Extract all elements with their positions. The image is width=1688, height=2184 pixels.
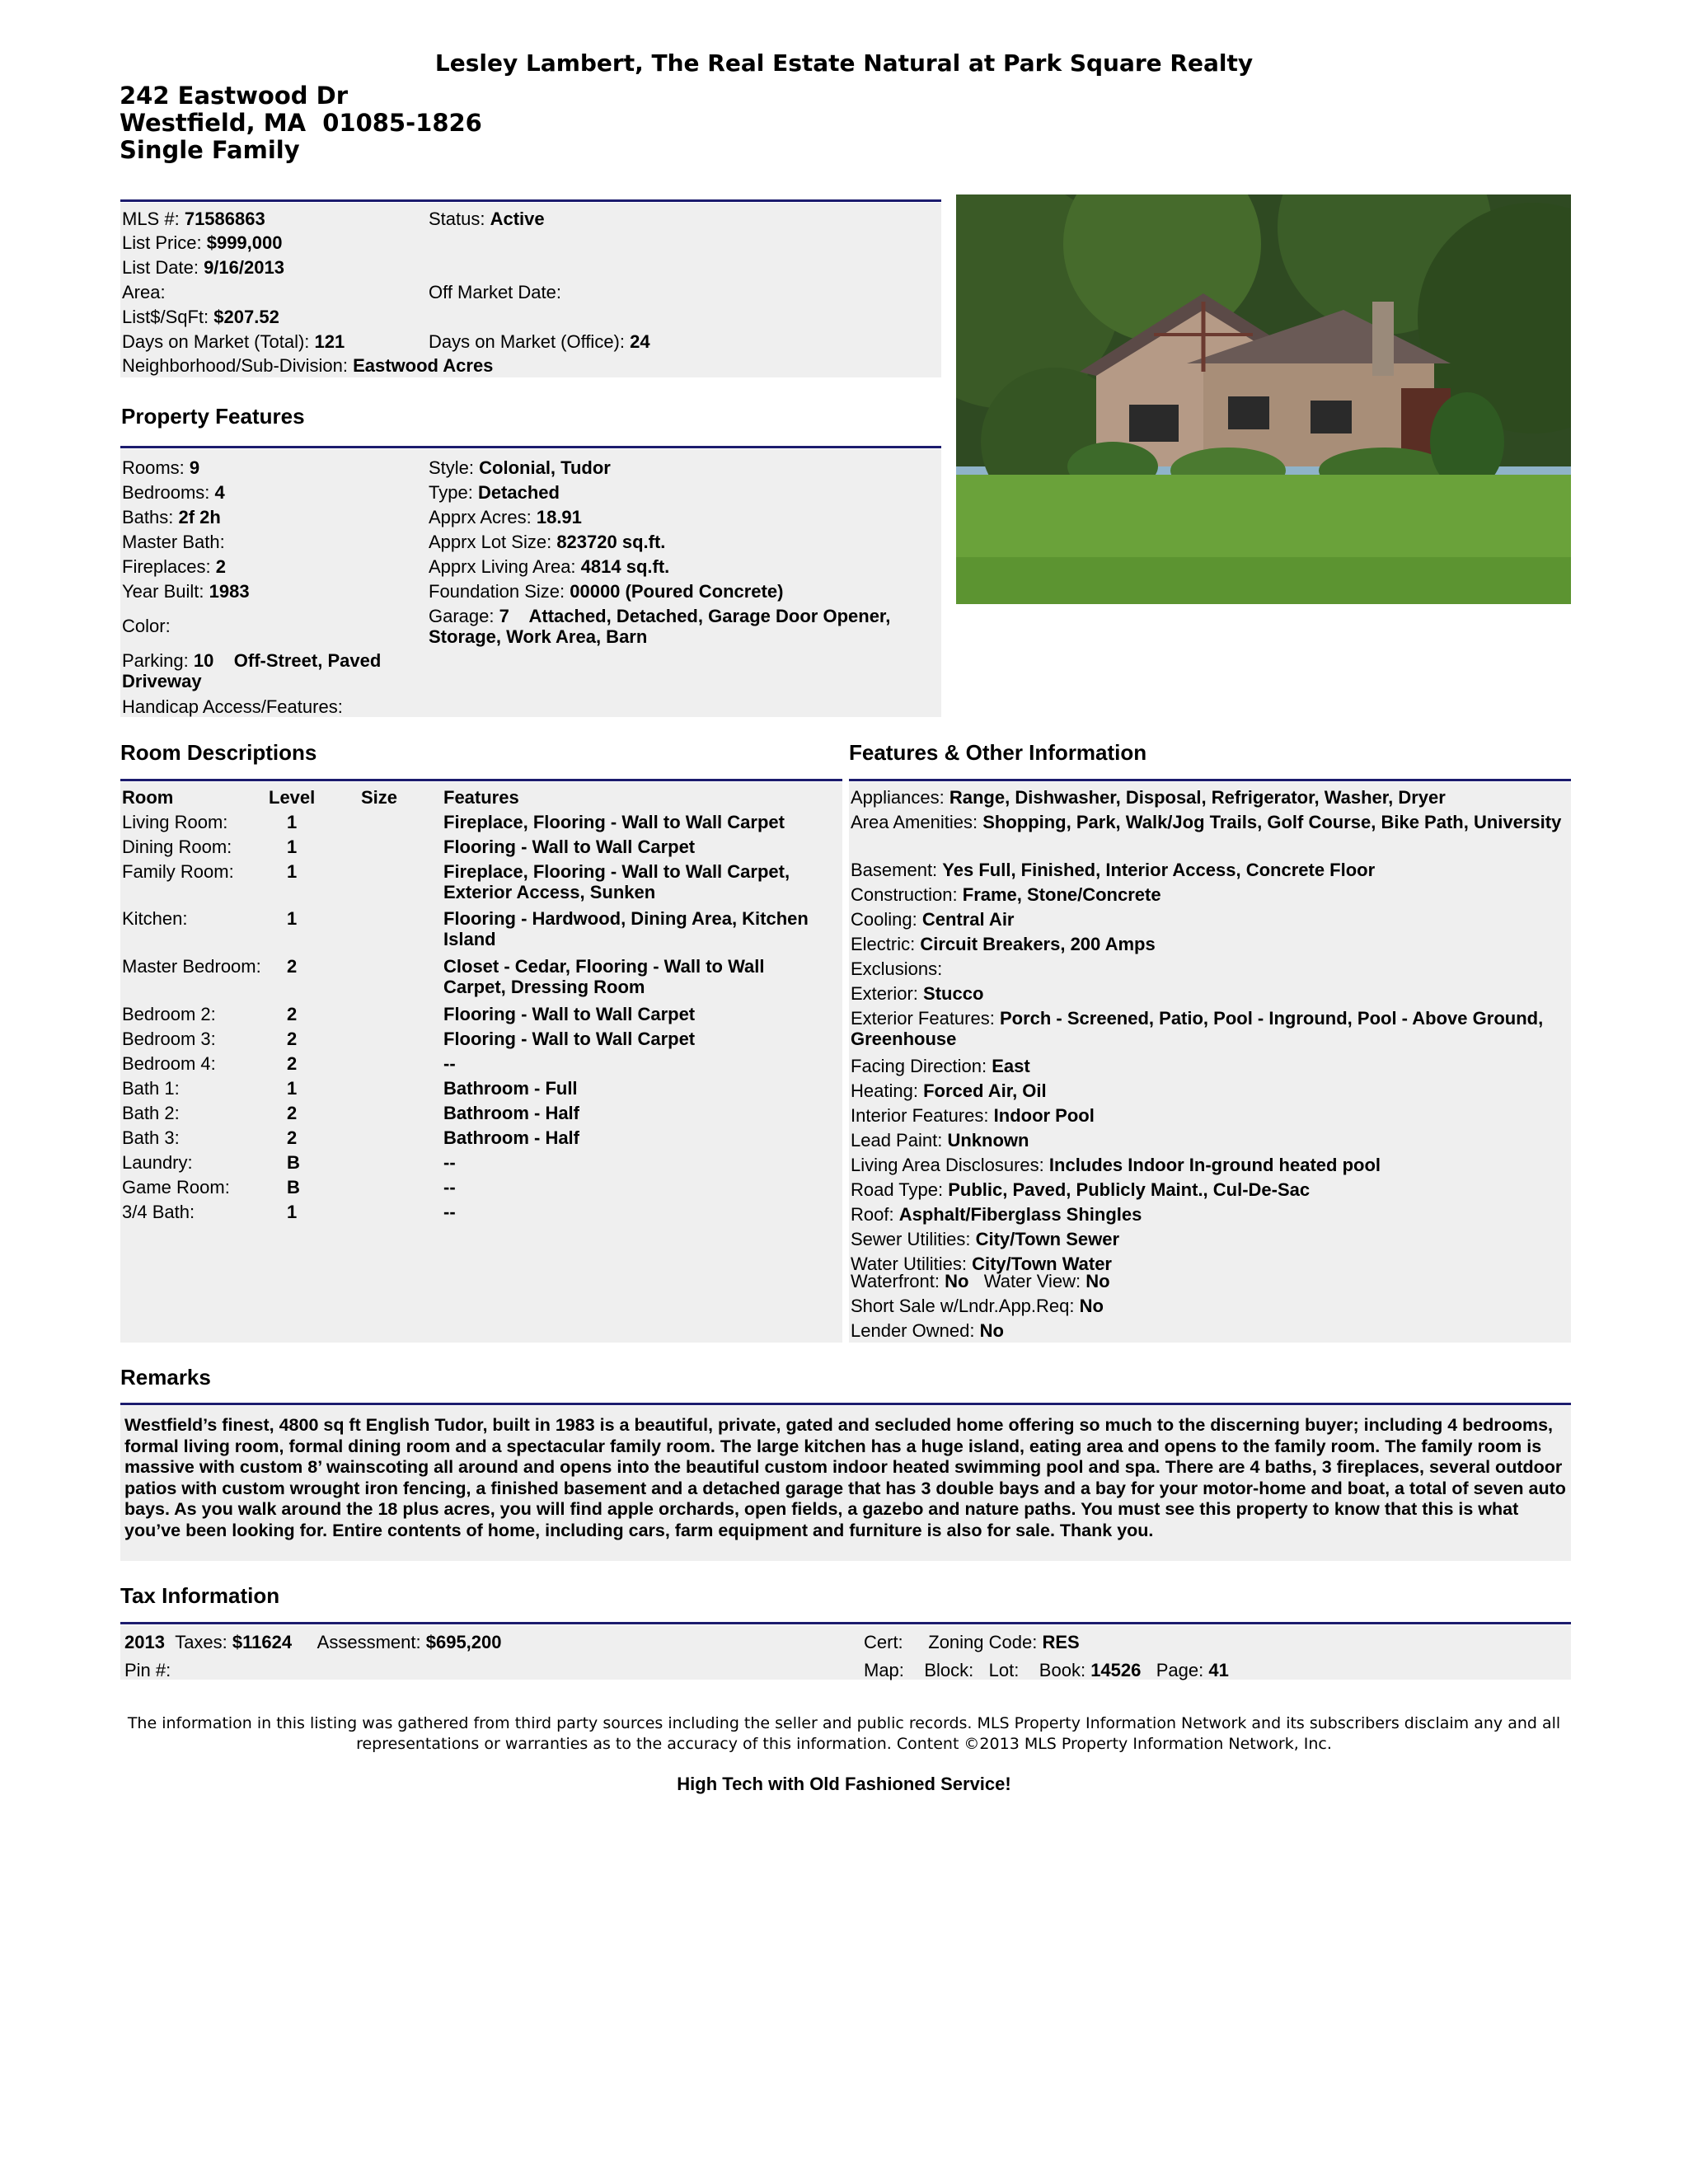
lender-owned: Lender Owned: No bbox=[851, 1320, 1004, 1341]
neighborhood: Neighborhood/Sub-Division: Eastwood Acres bbox=[122, 355, 494, 376]
feature-handicap: Handicap Access/Features: bbox=[122, 696, 343, 717]
other-info-item bbox=[851, 1229, 1568, 1249]
room-features: Fireplace, Flooring - Wall to Wall Carpet bbox=[443, 812, 785, 832]
room-header-size: Size bbox=[361, 787, 398, 808]
address-street: 242 Eastwood Dr bbox=[120, 82, 349, 110]
other-info-label: Exterior: bbox=[851, 983, 918, 1004]
other-info-item bbox=[851, 860, 1568, 880]
other-info-item bbox=[851, 1008, 1568, 1049]
room-name: Laundry: bbox=[122, 1152, 193, 1173]
room-header-features: Features bbox=[443, 787, 519, 808]
short-sale: Short Sale w/Lndr.App.Req: No bbox=[851, 1296, 1104, 1316]
other-info-value: Porch - Screened, Patio, Pool - Inground, Pool - Above Ground, Greenhouse bbox=[851, 1008, 1544, 1049]
other-info-item bbox=[851, 909, 1568, 930]
property-features-title: Property Features bbox=[121, 404, 305, 429]
address-city: Westfield, MA 01085-1826 bbox=[120, 109, 482, 137]
feature-type: Type: Detached bbox=[429, 482, 560, 503]
room-level: 1 bbox=[287, 837, 298, 857]
room-features: -- bbox=[443, 1152, 456, 1173]
tax-pin: Pin #: bbox=[124, 1660, 171, 1680]
room-features: Bathroom - Full bbox=[443, 1078, 578, 1099]
days-on-market-total: Days on Market (Total): 121 bbox=[122, 331, 345, 352]
feature-bedrooms: Bedrooms: 4 bbox=[122, 482, 225, 503]
other-info-value: Forced Air, Oil bbox=[923, 1080, 1047, 1101]
other-info-value: Range, Dishwasher, Disposal, Refrigerator, Washer, Dryer bbox=[949, 787, 1446, 808]
feature-color: Color: bbox=[122, 616, 171, 636]
other-info-value: Central Air bbox=[921, 909, 1015, 930]
feature-fireplaces: Fireplaces: 2 bbox=[122, 556, 226, 577]
room-name: Master Bedroom: bbox=[122, 956, 261, 977]
room-level: 1 bbox=[287, 812, 298, 832]
other-info-label: Living Area Disclosures: bbox=[851, 1155, 1044, 1175]
other-info-label: Roof: bbox=[851, 1204, 894, 1225]
other-info-label: Exterior Features: bbox=[851, 1008, 995, 1029]
other-info-rule bbox=[849, 779, 1571, 781]
room-name: 3/4 Bath: bbox=[122, 1202, 195, 1222]
room-features: -- bbox=[443, 1177, 456, 1197]
room-level: 1 bbox=[287, 1078, 298, 1099]
other-info-label: Cooling: bbox=[851, 909, 917, 930]
remarks-title: Remarks bbox=[120, 1365, 211, 1390]
remarks-rule bbox=[120, 1403, 1571, 1405]
house-illustration bbox=[956, 194, 1571, 604]
room-features: Flooring - Wall to Wall Carpet bbox=[443, 1029, 696, 1049]
feature-living-area: Apprx Living Area: 4814 sq.ft. bbox=[429, 556, 670, 577]
other-info-value: Unknown bbox=[947, 1130, 1029, 1151]
other-info-value: Stucco bbox=[923, 983, 984, 1004]
feature-master-bath: Master Bath: bbox=[122, 532, 225, 552]
list-price-per-sqft: List$/SqFt: $207.52 bbox=[122, 307, 279, 327]
agent-line: Lesley Lambert, The Real Estate Natural at Park Square Realty bbox=[434, 49, 1254, 77]
other-info-label: Lead Paint: bbox=[851, 1130, 943, 1151]
address-block bbox=[120, 82, 482, 164]
room-features: Fireplace, Flooring - Wall to Wall Carpet, Exterior Access, Sunken bbox=[443, 861, 790, 902]
tax-taxes-assessment: 2013 Taxes: $11624 Assessment: $695,200 bbox=[124, 1632, 502, 1652]
room-level: 2 bbox=[287, 1103, 298, 1123]
room-level: 2 bbox=[287, 1127, 298, 1148]
room-features: -- bbox=[443, 1053, 456, 1074]
room-name: Bath 2: bbox=[122, 1103, 180, 1123]
room-name: Bath 3: bbox=[122, 1127, 180, 1148]
other-info-value: Yes Full, Finished, Interior Access, Concrete Floor bbox=[942, 860, 1376, 880]
room-descriptions-rule bbox=[120, 779, 842, 781]
room-features: Bathroom - Half bbox=[443, 1103, 579, 1123]
other-info-item bbox=[851, 1130, 1568, 1151]
other-info-value: Frame, Stone/Concrete bbox=[962, 884, 1161, 905]
tagline: High Tech with Old Fashioned Service! bbox=[677, 1774, 1011, 1794]
tax-information-title: Tax Information bbox=[120, 1583, 280, 1608]
room-name: Family Room: bbox=[122, 861, 234, 882]
room-level: 2 bbox=[287, 1029, 298, 1049]
list-date: List Date: 9/16/2013 bbox=[122, 257, 284, 278]
off-market-date: Off Market Date: bbox=[429, 282, 561, 302]
room-name: Bedroom 4: bbox=[122, 1053, 216, 1074]
other-info-value: City/Town Water bbox=[972, 1254, 1112, 1274]
other-info-item bbox=[851, 1056, 1568, 1076]
other-info-label: Construction: bbox=[851, 884, 958, 905]
other-info-item bbox=[851, 1155, 1568, 1175]
room-name: Kitchen: bbox=[122, 908, 188, 929]
other-info-label: Exclusions: bbox=[851, 958, 943, 979]
feature-garage: Garage: 7 Attached, Detached, Garage Door Opener, Storage, Work Area, Barn bbox=[429, 606, 896, 647]
other-info-label: Heating: bbox=[851, 1080, 918, 1101]
room-features: Flooring - Wall to Wall Carpet bbox=[443, 837, 696, 857]
status: Status: Active bbox=[429, 209, 545, 229]
other-info-item bbox=[851, 1179, 1568, 1200]
other-info-item bbox=[851, 934, 1568, 954]
other-info-title: Features & Other Information bbox=[849, 740, 1147, 765]
other-info-label: Road Type: bbox=[851, 1179, 944, 1200]
other-info-value: Asphalt/Fiberglass Shingles bbox=[898, 1204, 1142, 1225]
other-info-label: Appliances: bbox=[851, 787, 945, 808]
property-type: Single Family bbox=[120, 136, 300, 164]
other-info-value: Circuit Breakers, 200 Amps bbox=[920, 934, 1156, 954]
mls-number: MLS #: 71586863 bbox=[122, 209, 265, 229]
other-info-value: Indoor Pool bbox=[993, 1105, 1095, 1126]
other-info-item bbox=[851, 884, 1568, 905]
tax-cert-zoning: Cert: Zoning Code: RES bbox=[864, 1632, 1080, 1652]
room-level: B bbox=[287, 1177, 300, 1197]
disclaimer: The information in this listing was gathered from third party sources including the seller and public records. MLS Property Information Network and its subscribers disclaim any and all representations or warranties as to the accuracy of this information. Content ©2013 MLS Property Information Network, Inc. bbox=[127, 1714, 1561, 1753]
room-name: Dining Room: bbox=[122, 837, 232, 857]
feature-rooms: Rooms: 9 bbox=[122, 457, 200, 478]
other-info-label: Facing Direction: bbox=[851, 1056, 987, 1076]
days-on-market-office: Days on Market (Office): 24 bbox=[429, 331, 650, 352]
room-features: Closet - Cedar, Flooring - Wall to Wall Carpet, Dressing Room bbox=[443, 956, 765, 997]
other-info-label: Sewer Utilities: bbox=[851, 1229, 971, 1249]
feature-acres: Apprx Acres: 18.91 bbox=[429, 507, 582, 527]
list-price: List Price: $999,000 bbox=[122, 232, 283, 253]
area: Area: bbox=[122, 282, 166, 302]
room-name: Bedroom 2: bbox=[122, 1004, 216, 1024]
other-info-label: Area Amenities: bbox=[851, 812, 978, 832]
property-photo bbox=[956, 194, 1571, 604]
other-info-value: City/Town Sewer bbox=[975, 1229, 1120, 1249]
feature-foundation: Foundation Size: 00000 (Poured Concrete) bbox=[429, 581, 784, 602]
property-features-rule bbox=[120, 446, 941, 448]
room-header-room: Room bbox=[122, 787, 174, 808]
waterfront-water-view: Waterfront: No Water View: No bbox=[851, 1271, 1110, 1291]
room-features: Flooring - Hardwood, Dining Area, Kitchen Island bbox=[443, 908, 809, 949]
other-info-value: Includes Indoor In-ground heated pool bbox=[1048, 1155, 1381, 1175]
room-name: Game Room: bbox=[122, 1177, 230, 1197]
feature-year-built: Year Built: 1983 bbox=[122, 581, 250, 602]
other-info-label: Basement: bbox=[851, 860, 938, 880]
room-name: Bath 1: bbox=[122, 1078, 180, 1099]
room-descriptions-title: Room Descriptions bbox=[120, 740, 317, 765]
feature-style: Style: Colonial, Tudor bbox=[429, 457, 611, 478]
feature-lot-size: Apprx Lot Size: 823720 sq.ft. bbox=[429, 532, 666, 552]
feature-parking: Parking: 10 Off-Street, Paved Driveway bbox=[122, 650, 387, 691]
room-level: 1 bbox=[287, 861, 298, 882]
room-name: Bedroom 3: bbox=[122, 1029, 216, 1049]
room-level: B bbox=[287, 1152, 300, 1173]
other-info-item bbox=[851, 1204, 1568, 1225]
other-info-value: East bbox=[992, 1056, 1030, 1076]
other-info-item bbox=[851, 812, 1568, 832]
other-info-item bbox=[851, 1080, 1568, 1101]
tax-information-rule bbox=[120, 1622, 1571, 1624]
room-name: Living Room: bbox=[122, 812, 228, 832]
other-info-item bbox=[851, 958, 1568, 979]
room-level: 1 bbox=[287, 908, 298, 929]
room-level: 1 bbox=[287, 1202, 298, 1222]
remarks-text: Westfield’s finest, 4800 sq ft English Tudor, built in 1983 is a beautiful, private, gated and secluded home offering so much to the discerning buyer; including 4 bedrooms, formal living room, formal dining room and a spectacular family room. The large kitchen has a huge island, eating area and opens to the family room. The family room is massive with custom 8’ wainscoting all around and opens into the beautiful custom indoor heated swimming pool and spa. There are 4 baths, 3 fireplaces, several outdoor patios with custom wrought iron fencing, a finished basement and a detached garage that has 3 double bays and a bay for your motor-home and boat, a total of seven auto bays. As you walk around the 18 plus acres, you will find apple orchards, open fields, a gazebo and nature paths. You must see this property to know that this is what you’ve been looking for. Entire contents of home, including cars, farm equipment and furniture is also for sale. Thank you. bbox=[124, 1415, 1566, 1540]
room-level: 2 bbox=[287, 956, 298, 977]
other-info-label: Interior Features: bbox=[851, 1105, 989, 1126]
room-features: Bathroom - Half bbox=[443, 1127, 579, 1148]
room-features: -- bbox=[443, 1202, 456, 1222]
listing-rule bbox=[120, 199, 941, 202]
other-info-item bbox=[851, 1105, 1568, 1126]
other-info-value: Public, Paved, Publicly Maint., Cul-De-Sac bbox=[948, 1179, 1311, 1200]
feature-baths: Baths: 2f 2h bbox=[122, 507, 221, 527]
other-info-label: Electric: bbox=[851, 934, 916, 954]
other-info-value: Shopping, Park, Walk/Jog Trails, Golf Course, Bike Path, University bbox=[982, 812, 1562, 832]
tax-map-book-page: Map: Block: Lot: Book: 14526 Page: 41 bbox=[864, 1660, 1229, 1680]
room-level: 2 bbox=[287, 1053, 298, 1074]
other-info-item bbox=[851, 983, 1568, 1004]
room-features: Flooring - Wall to Wall Carpet bbox=[443, 1004, 696, 1024]
room-header-level: Level bbox=[269, 787, 316, 808]
room-level: 2 bbox=[287, 1004, 298, 1024]
other-info-label: Water Utilities: bbox=[851, 1254, 967, 1274]
other-info-item bbox=[851, 787, 1568, 808]
